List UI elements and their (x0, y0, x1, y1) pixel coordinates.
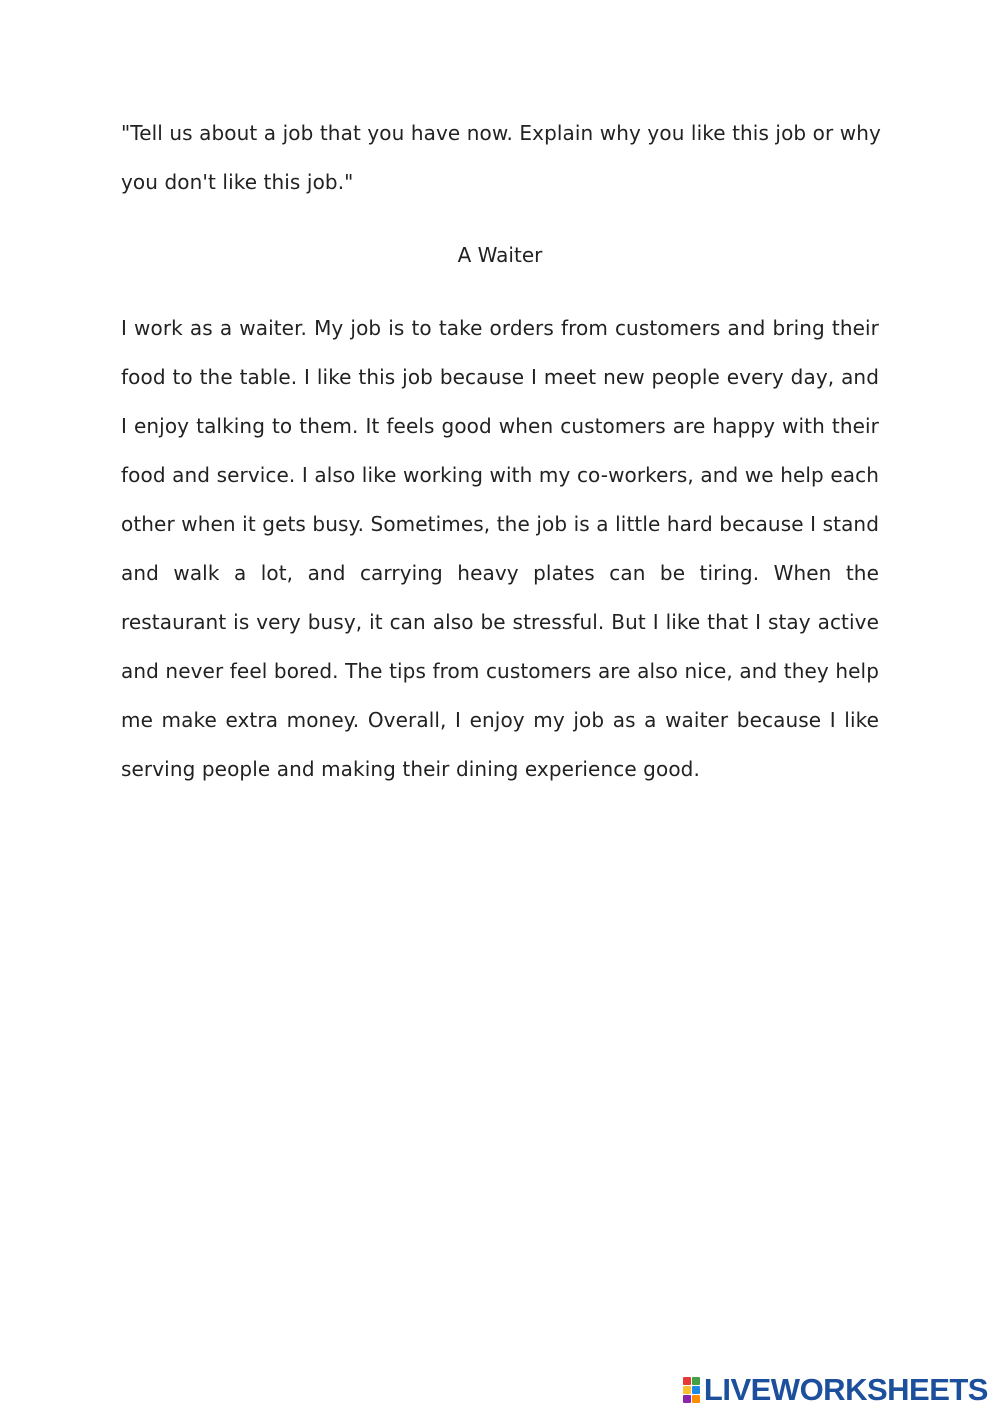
essay-body: I work as a waiter. My job is to take orders from customers and bring their food to the table. I like this job because I meet new people every day, and I enjoy talking to them. It feels good when customers are happy with their food and service. I also like working with my co-workers, and we help each other when it gets busy. Sometimes, the job is a little hard because I stand and walk a lot, and carrying heavy plates can be tiring. When the restaurant is very busy, it can also be stressful. But I like that I stay active and never feel bored. The tips from customers are also nice, and they help me make extra money. Overall, I enjoy my job as a waiter because I like serving people and making their dining experience good. (121, 316, 879, 781)
essay-title: A Waiter (457, 243, 543, 267)
liveworksheets-logo (683, 1373, 988, 1407)
question-prompt: "Tell us about a job that you have now. Explain why you like this job or why you don't like this job." (121, 121, 881, 194)
logo-text: LIVEWORKSHEETS (703, 1372, 988, 1407)
liveworksheets-logo-icon (683, 1377, 700, 1403)
